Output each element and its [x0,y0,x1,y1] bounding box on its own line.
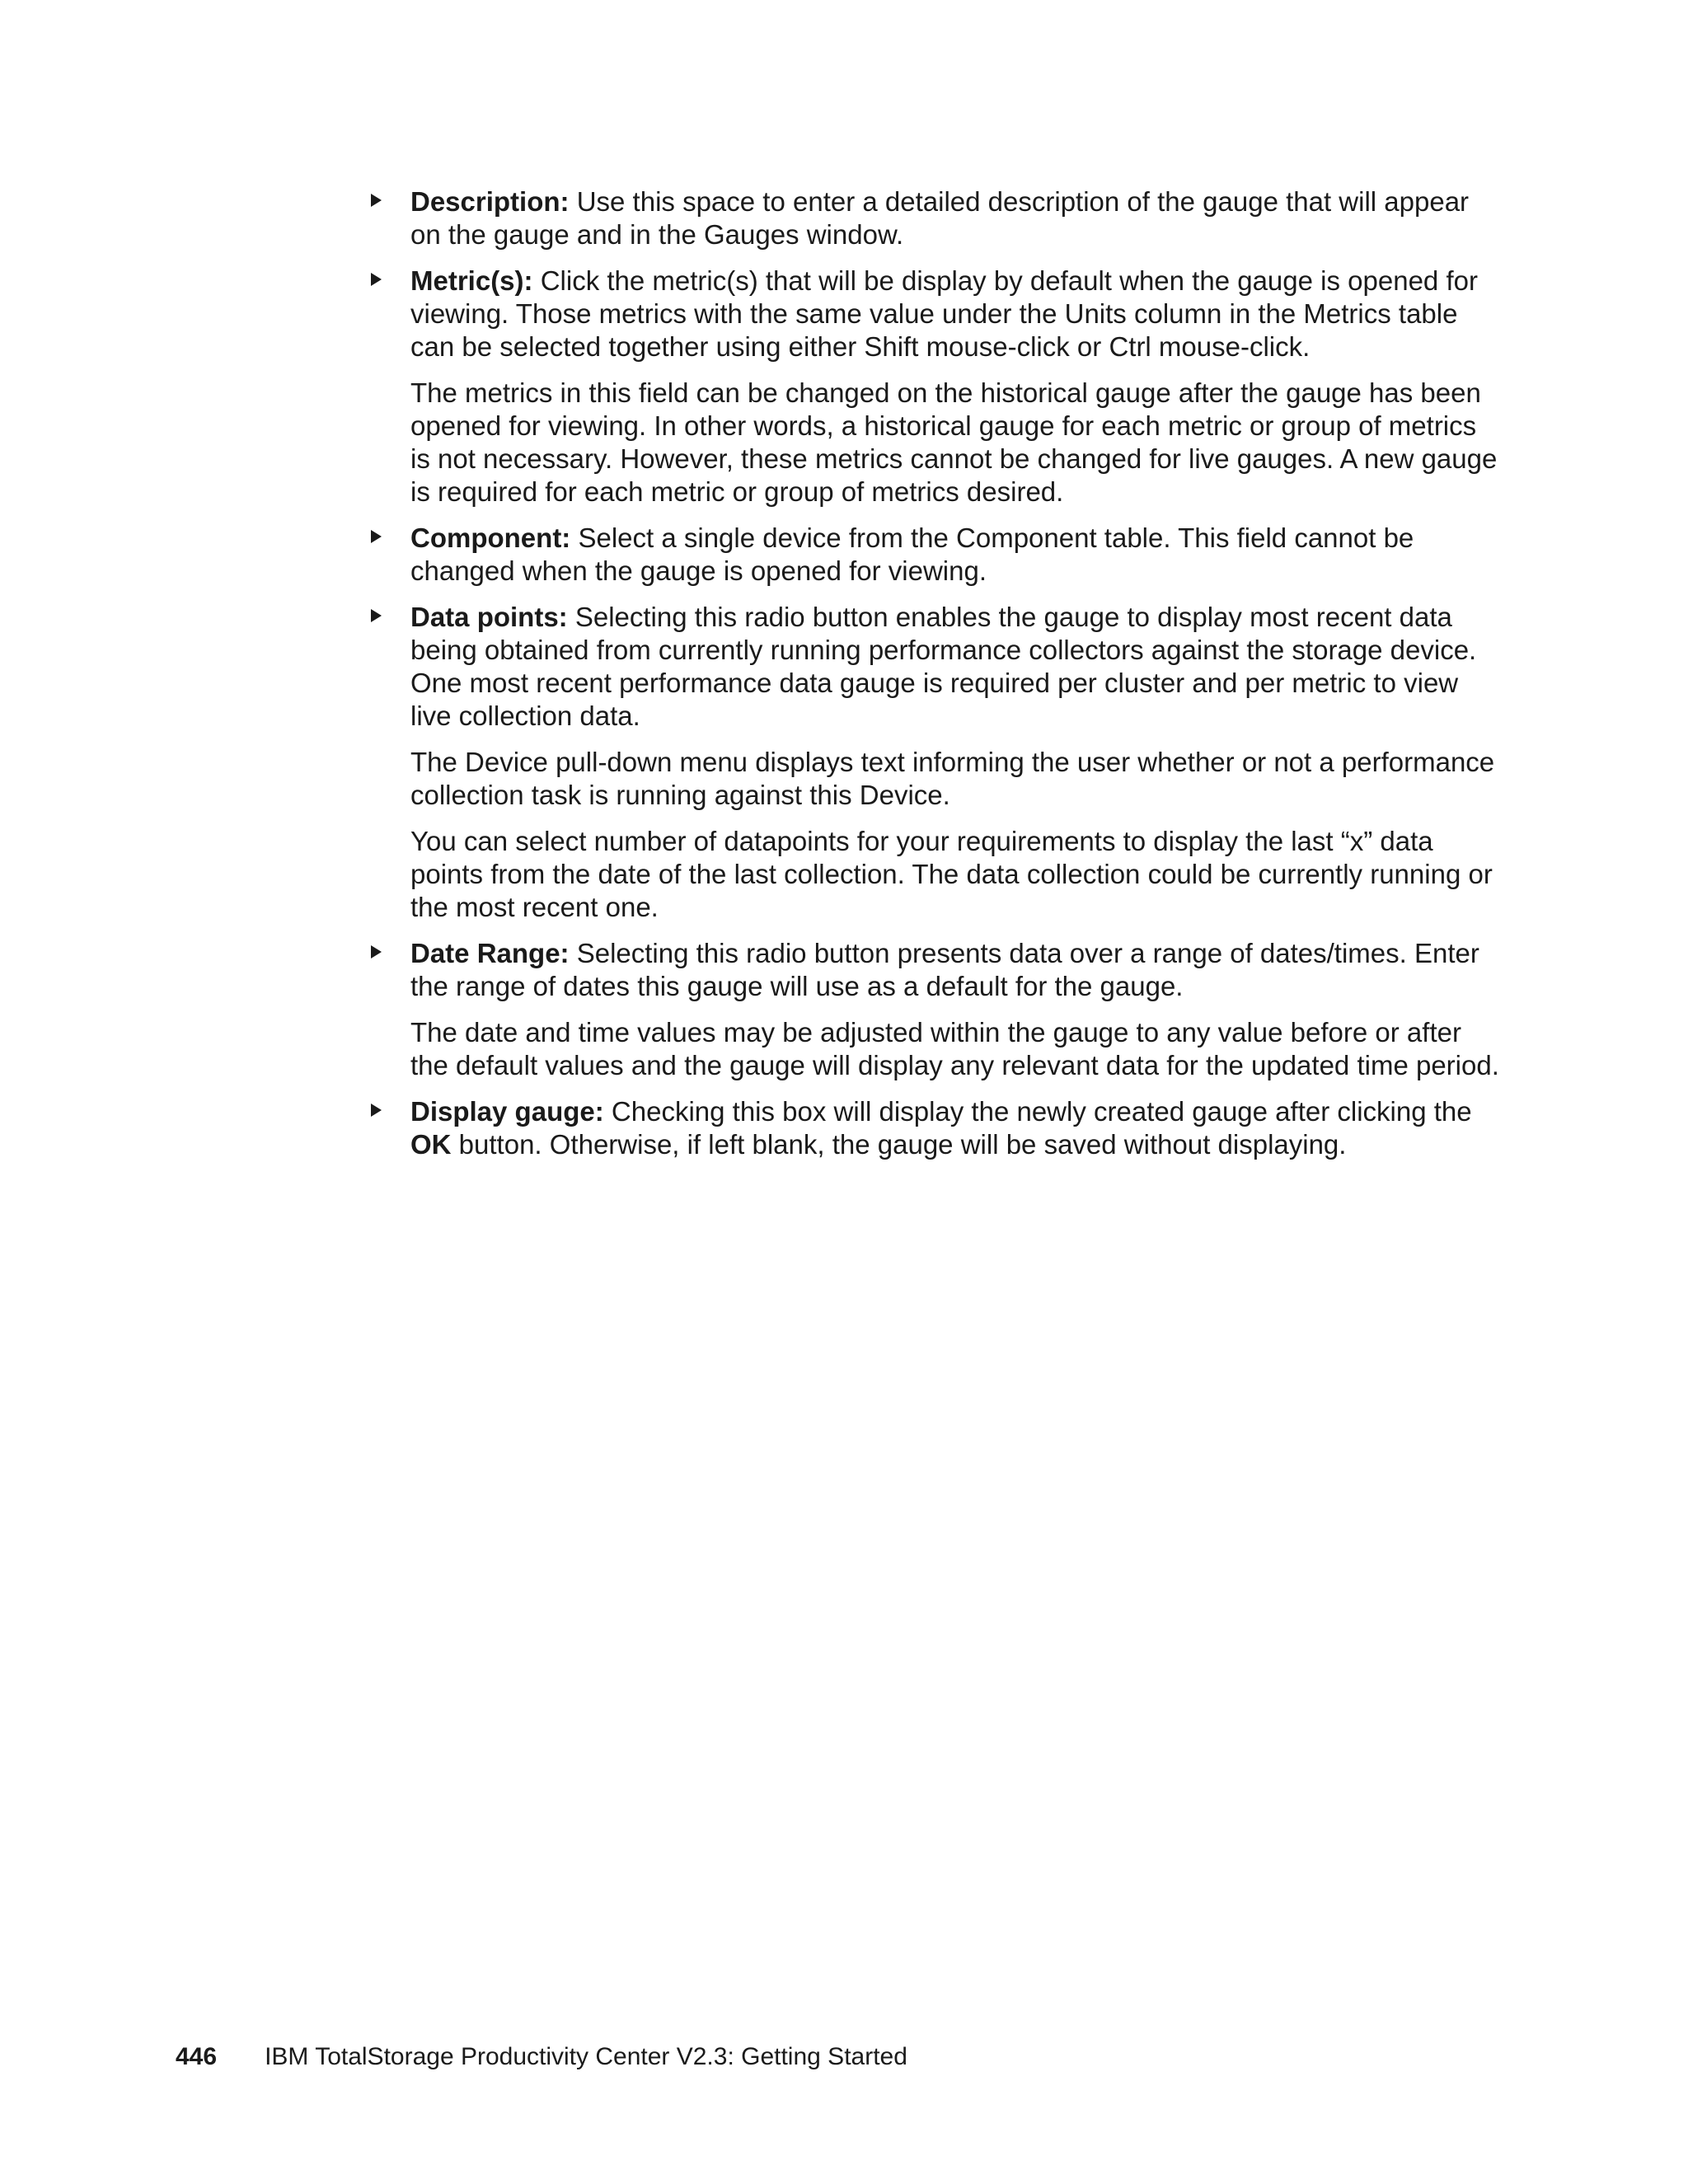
item-text: Selecting this radio button enables the gauge to display most recent data being obtained from currently running performance collectors against the storage device. One most recent performance data gauge is required per cluster and per metric to view live collection data. [410,602,1477,731]
item-term: Date Range: [410,938,570,968]
ok-button-reference: OK [410,1129,452,1160]
triangle-bullet-icon [371,945,382,958]
item-paragraph [410,265,1500,363]
list-item-data-points [371,601,1500,924]
page-content [371,185,1500,1174]
list-item-metrics [371,265,1500,509]
triangle-bullet-icon [371,1104,382,1117]
item-extra-paragraph: The metrics in this field can be changed on the historical gauge after the gauge has been opened for viewing. In other words, a historical gauge for each metric or group of metrics is not necessary. However, these metrics cannot be changed for live gauges. A new gauge is required for each metric or group of metrics desired. [410,377,1498,507]
triangle-bullet-icon [371,609,382,622]
page-number: 446 [176,2043,218,2070]
item-term: Metric(s): [410,265,533,296]
item-text: Checking this box will display the newly created gauge after clicking the [603,1096,1472,1127]
item-paragraph [410,185,1500,251]
page-footer [176,2041,907,2074]
list-item-description [371,185,1500,251]
item-text: Select a single device from the Component table. This field cannot be changed when the gauge is opened for viewing. [410,523,1414,586]
item-paragraph [410,522,1500,588]
list-item-date-range [371,937,1500,1082]
item-term: Data points: [410,602,568,632]
triangle-bullet-icon [371,194,382,207]
item-term: Display gauge: [410,1096,604,1127]
item-text: Use this space to enter a detailed description of the gauge that will appear on the gauge and in the Gauges window. [410,186,1470,250]
triangle-bullet-icon [371,530,382,543]
item-paragraph [410,1095,1500,1161]
item-text-after: button. Otherwise, if left blank, the gauge will be saved without displaying. [451,1129,1347,1160]
book-title: IBM TotalStorage Productivity Center V2.3: Getting Started [265,2043,907,2070]
item-paragraph [410,601,1500,733]
list-item-component [371,522,1500,588]
item-extra-paragraph: The date and time values may be adjusted within the gauge to any value before or after the default values and the gauge will display any relevant data for the updated time period. [410,1017,1499,1080]
triangle-bullet-icon [371,273,382,286]
item-term: Component: [410,523,571,553]
item-term: Description: [410,186,570,217]
item-text: Click the metric(s) that will be display by default when the gauge is opened for viewing. Those metrics with the same value under the Units column in the Metrics table can be selected together using either Shift mouse-click or Ctrl mouse-click. [410,265,1478,362]
item-extra-paragraph: The Device pull-down menu displays text informing the user whether or not a performance collection task is running against this Device. [410,747,1495,810]
item-extra-paragraph: You can select number of datapoints for your requirements to display the last “x” data points from the date of the last collection. The data collection could be currently running or the most recent one. [410,826,1493,922]
item-paragraph [410,937,1500,1003]
item-text: Selecting this radio button presents data over a range of dates/times. Enter the range of dates this gauge will use as a default for the gauge. [410,938,1479,1001]
list-item-display-gauge [371,1095,1500,1161]
